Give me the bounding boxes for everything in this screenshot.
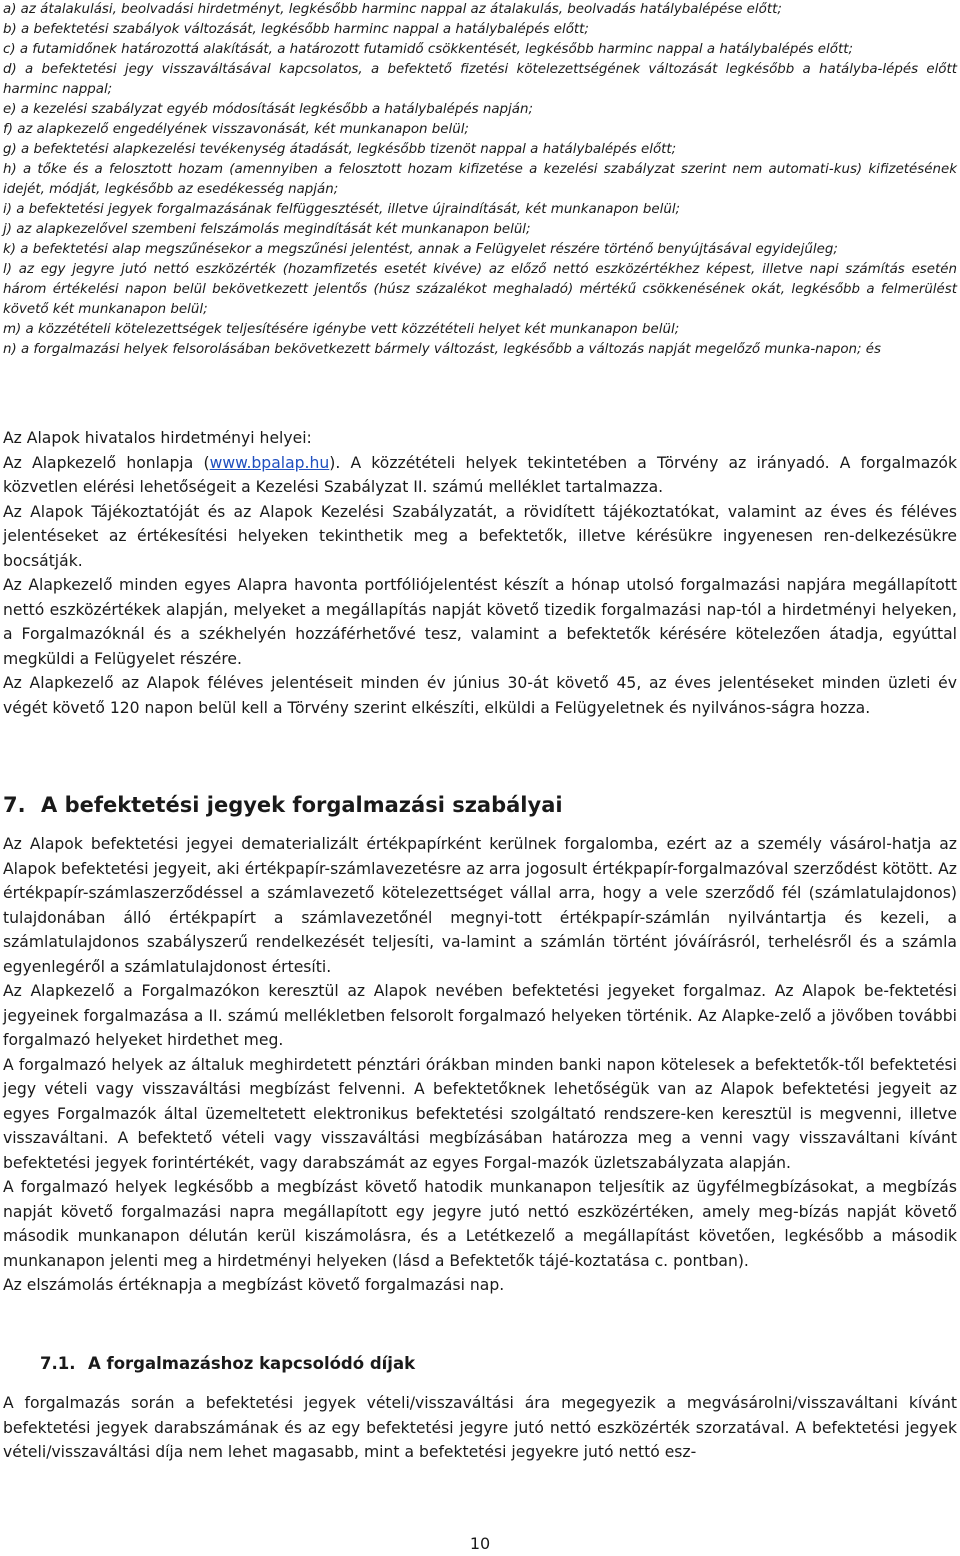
notices-paragraph: Az Alapkezelő minden egyes Alapra havonta portfóliójelentést készít a hónap utolsó forgalmazási napjára megállapított nettó eszközértékek alapján, melyeket a megállapítás napját követő tizedik forgalmazási nap-tól a hirdetményi helyeken, a Forgalmazóknál és a székhelyén hozzáférhetővé tesz, valamint a befektetők kérésére kötelezően átadja, egyúttal megküldi a Felügyelet részére. xyxy=(3,576,957,668)
subsection-heading xyxy=(40,1351,415,1377)
list-item: b) a befektetési szabályok változását, legkésőbb harminc nappal a hatálybalépés előtt; xyxy=(3,22,589,37)
section-paragraph: Az Alapok befektetési jegyei dematerializált értékpapírként kerülnek forgalomba, ezért az a személy vásárol-hatja az Alapok befektetési jegyeit, aki értékpapír-számlavezetésre az arra jogosult értékpapír-forgalmazóval szerződést kötött. Az értékpapír-számlaszerződéssel a számlavezető kötelezettséget vállal arra, hogy a vele szerződő fél (számlatulajdonos) tulajdonában álló értékpapírt a számlavezetőnél megnyi-tott értékpapír-számlán nyilvántartja és kezeli, a számlatulajdonos szabályszerű rendelkezését teljesíti, va-lamint a számlán történt jóváírásról, terhelésről és a számla egyenlegéről a számlatulajdonost értesíti. xyxy=(3,835,957,976)
section-number: 7. xyxy=(3,793,26,817)
list-item: e) a kezelési szabályzat egyéb módosítását legkésőbb a hatálybalépés napján; xyxy=(3,102,533,117)
page-number: 10 xyxy=(469,1534,491,1553)
notices-paragraph xyxy=(3,451,957,500)
section-paragraph: Az Alapkezelő a Forgalmazókon keresztül az Alapok nevében befektetési jegyeket forgalmaz. Az Alapok be-fektetési jegyeinek forgalmazása a II. számú mellékletben felsorolt forgalmazó helyeken történik. Az Alapke-zelő a jövőben további forgalmazó helyeket hirdethet meg. xyxy=(3,982,957,1049)
subsection-body xyxy=(3,1391,957,1465)
list-item: m) a közzétételi kötelezettségek teljesítésére igénybe vett közzétételi helyet két munkanapon belül; xyxy=(3,322,680,337)
subsection-paragraph: A forgalmazás során a befektetési jegyek vételi/visszaváltási ára megegyezik a megvásárolni/visszaváltani kívánt befektetési jegyek darabszámának és az egy befektetési jegyre jutó nettó eszközérték szorzatával. A befektetési jegyek vételi/visszaváltási díja nem lehet magasabb, mint a befektetési jegyekre jutó nettó esz- xyxy=(3,1394,957,1461)
subsection-number: 7.1. xyxy=(40,1354,76,1373)
section-paragraph: Az elszámolás értéknapja a megbízást követő forgalmazási nap. xyxy=(3,1276,505,1294)
notices-block xyxy=(3,426,957,720)
notices-paragraph: Az Alapkezelő az Alapok féléves jelentéseit minden év június 30-át követő 45, az éves jelentéseket minden üzleti év végét követő 120 napon belül kell a Törvény szerint elkészíti, elküldi a Felügyeletnek és nyilvános-ságra hozza. xyxy=(3,674,957,717)
website-link[interactable]: www.bpalap.hu xyxy=(209,453,330,472)
notices-line-suffix: ). A közzétételi helyek tekintetében a Törvény az irányadó. A forgalmazók közvetlen elérési lehetőségeit a Kezelési Szabályzat II. számú melléklet tartalmazza. xyxy=(3,453,958,496)
notices-heading: Az Alapok hivatalos hirdetményi helyei: xyxy=(3,429,312,447)
list-item: l) az egy jegyre jutó nettó eszközérték (hozamfizetés esetét kivéve) az előző nettó eszközértékhez képest, illetve napi számítás esetén három értékelési napon belül bekövetkezett jelentős (húsz százalékot meghaladó) mértékű csökkenésének okát, legkésőbb a felmerülést követő két munkanapon belül; xyxy=(3,262,957,317)
section-heading xyxy=(3,789,563,821)
section-title: A befektetési jegyek forgalmazási szabályai xyxy=(41,793,563,817)
section-body xyxy=(3,832,957,1298)
subsection-title: A forgalmazáshoz kapcsolódó díjak xyxy=(88,1354,416,1373)
notices-paragraph: Az Alapok Tájékoztatóját és az Alapok Kezelési Szabályzatát, a rövidített tájékoztatókat, valamint az éves és féléves jelentéseket az értékesítési helyeken tekinthetik meg a befektetők, illetve kérésükre ingyenesen ren-delkezésükre bocsátják. xyxy=(3,502,957,570)
notices-line-prefix: Az Alapkezelő honlapja ( xyxy=(3,453,210,472)
list-item: d) a befektetési jegy visszaváltásával kapcsolatos, a befektető fizetési kötelezettségének változását legkésőbb a hatályba-lépés előtt harminc nappal; xyxy=(3,62,957,97)
section-paragraph: A forgalmazó helyek legkésőbb a megbízást követő hatodik munkanapon teljesítik az ügyfélmegbízásokat, a megbízás napját követő forgalmazási napra megállapított egy jegyre jutó nettó eszközértéken, amely meg-bízás napját követő második munkanapon délután kerül kiszámolásra, és a Letétkezelő a megállapítást követően, legkésőbb a második munkanapon jelenti meg a hirdetményi helyeken (lásd a Befektetők tájé-koztatása c. pontban). xyxy=(3,1178,957,1270)
list-item: j) az alapkezelővel szembeni felszámolás megindítását két munkanapon belül; xyxy=(3,222,531,237)
section-paragraph: A forgalmazó helyek az általuk meghirdetett pénztári órákban minden banki napon kötelesek a befektetők-től befektetési jegy vételi vagy visszaváltási megbízást felvenni. A befektetőknek lehetőségük van az Alapok befektetési jegyeit az egyes Forgalmazók által üzemeltetett elektronikus befektetési szolgáltató rendszere-ken keresztül is megvenni, illetve visszaváltani. A befektető vételi vagy visszaváltási megbízásában határozza meg a venni vagy visszaváltani kívánt befektetési jegyek forintértékét, vagy darabszámát az egyes Forgal-mazók üzletszabályzata alapján. xyxy=(3,1055,957,1172)
notification-list xyxy=(3,0,957,360)
list-item: g) a befektetési alapkezelési tevékenység átadását, legkésőbb tizenöt nappal a hatálybalépés előtt; xyxy=(3,142,677,157)
list-item: c) a futamidőnek határozottá alakítását, a határozott futamidő csökkentését, legkésőbb harminc nappal a hatálybalépés előtt; xyxy=(3,42,853,57)
list-item: i) a befektetési jegyek forgalmazásának felfüggesztését, illetve újraindítását, két munkanapon belül; xyxy=(3,202,681,217)
list-item: k) a befektetési alap megszűnésekor a megszűnési jelentést, annak a Felügyelet részére történő benyújtásával egyidejűleg; xyxy=(3,242,838,257)
list-item: h) a tőke és a felosztott hozam (amennyiben a felosztott hozam kifizetése a kezelési szabályzat szerint nem automati-kus) kifizetésének idejét, módját, legkésőbb az esedékesség napján; xyxy=(3,162,957,197)
list-item: n) a forgalmazási helyek felsorolásában bekövetkezett bármely változást, legkésőbb a változás napját megelőző munka-napon; és xyxy=(3,342,882,357)
list-item: f) az alapkezelő engedélyének visszavonását, két munkanapon belül; xyxy=(3,122,469,137)
list-item: a) az átalakulási, beolvadási hirdetményt, legkésőbb harminc nappal az átalakulás, beolvadás hatálybalépése előtt; xyxy=(3,2,782,17)
